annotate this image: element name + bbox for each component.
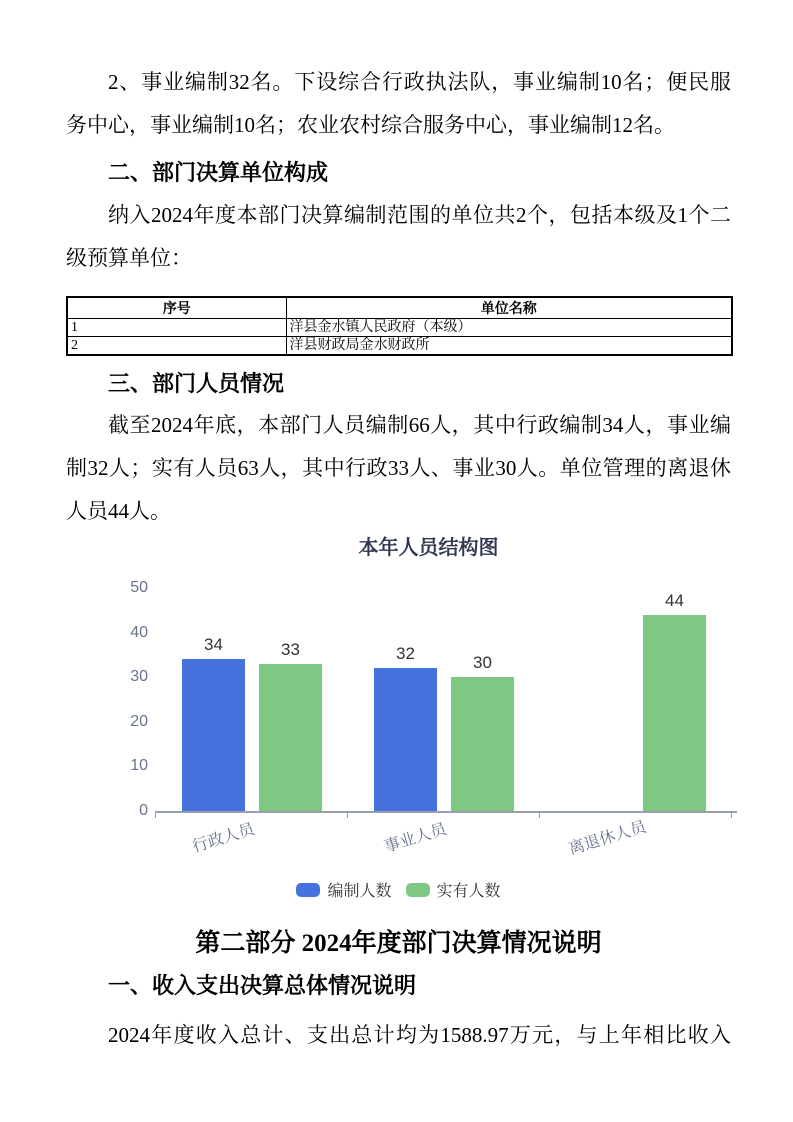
legend-item-编制人数 xyxy=(296,878,391,901)
bar-value-label: 44 xyxy=(665,590,684,610)
text-line: 人员44人。 xyxy=(66,499,171,523)
text-line: 制32人；实有人员63人，其中行政33人、事业30人。单位管理的离退休 xyxy=(66,456,731,480)
text-line: 务中心，事业编制10名；农业农村综合服务中心，事业编制12名。 xyxy=(66,113,675,137)
bar-实有人数-离退休人员 xyxy=(643,615,706,811)
paragraph-income-expense xyxy=(66,1014,731,1057)
section-heading-unit-composition: 二、部门决算单位构成 xyxy=(108,160,329,185)
legend-swatch-icon xyxy=(406,883,430,897)
x-axis-tick xyxy=(347,813,348,818)
x-axis-labels xyxy=(155,819,731,864)
chart-title: 本年人员结构图 xyxy=(358,537,499,559)
table-row xyxy=(67,337,732,356)
bar-编制人数-行政人员 xyxy=(182,659,245,811)
legend-label: 编制人数 xyxy=(327,883,392,900)
bar-value-label: 30 xyxy=(473,653,492,673)
y-axis-tick-label: 30 xyxy=(130,668,148,686)
legend-item-实有人数 xyxy=(406,878,501,901)
x-axis-tick xyxy=(731,813,732,818)
text-line: 截至2024年底，本部门人员编制66人，其中行政编制34人，事业编 xyxy=(108,413,731,437)
text-line: 2024年度收入总计、支出总计均为1588.97万元，与上年相比收入 xyxy=(108,1023,731,1047)
x-axis-tick xyxy=(539,813,540,818)
bar-value-label: 33 xyxy=(281,639,300,659)
text-line: 纳入2024年度本部门决算编制范围的单位共2个，包括本级及1个二 xyxy=(108,203,731,227)
part2-title: 第二部分 2024年度部门决算情况说明 xyxy=(195,930,602,957)
bar-value-label: 32 xyxy=(396,644,415,664)
section-heading-income-expense: 一、收入支出决算总体情况说明 xyxy=(108,973,417,998)
bar-实有人数-行政人员 xyxy=(259,664,322,811)
y-axis-tick-label: 50 xyxy=(130,579,148,596)
text-line: 2、事业编制32名。下设综合行政执法队，事业编制10名；便民服 xyxy=(108,70,731,94)
legend-swatch-icon xyxy=(296,883,320,897)
paragraph-personnel-detail xyxy=(66,404,731,533)
table-cell: 1 xyxy=(67,319,286,337)
table-header-unit-name: 单位名称 xyxy=(286,297,732,319)
bar-value-label: 34 xyxy=(204,635,223,655)
x-axis-category-label: 行政人员 xyxy=(190,820,257,856)
table-cell: 2 xyxy=(67,337,286,356)
section-heading-personnel: 三、部门人员情况 xyxy=(108,371,285,396)
x-axis-category-label: 事业人员 xyxy=(382,820,449,856)
chart-legend xyxy=(66,878,731,901)
y-axis-tick-label: 20 xyxy=(130,712,148,730)
y-axis-tick-label: 10 xyxy=(130,757,148,775)
units-table xyxy=(66,296,733,356)
paragraph-staffing-detail xyxy=(66,61,731,147)
paragraph-unit-scope xyxy=(66,194,731,280)
bar-实有人数-事业人员 xyxy=(451,677,514,811)
x-axis-category-label: 离退休人员 xyxy=(566,818,649,859)
table-header-serial: 序号 xyxy=(67,297,286,319)
table-row xyxy=(67,319,732,337)
personnel-structure-chart xyxy=(66,520,731,912)
y-axis-tick-label: 40 xyxy=(130,623,148,641)
chart-plot-area xyxy=(155,588,731,811)
table-header-row xyxy=(67,297,732,319)
text-line: 级预算单位： xyxy=(66,246,192,270)
table-cell: 洋县财政局金水财政所 xyxy=(286,337,732,356)
bar-编制人数-事业人员 xyxy=(374,668,437,811)
legend-label: 实有人数 xyxy=(436,883,501,900)
x-axis-tick xyxy=(155,813,156,818)
y-axis-tick-label: 0 xyxy=(139,802,148,819)
table-cell: 洋县金水镇人民政府（本级） xyxy=(286,319,732,337)
